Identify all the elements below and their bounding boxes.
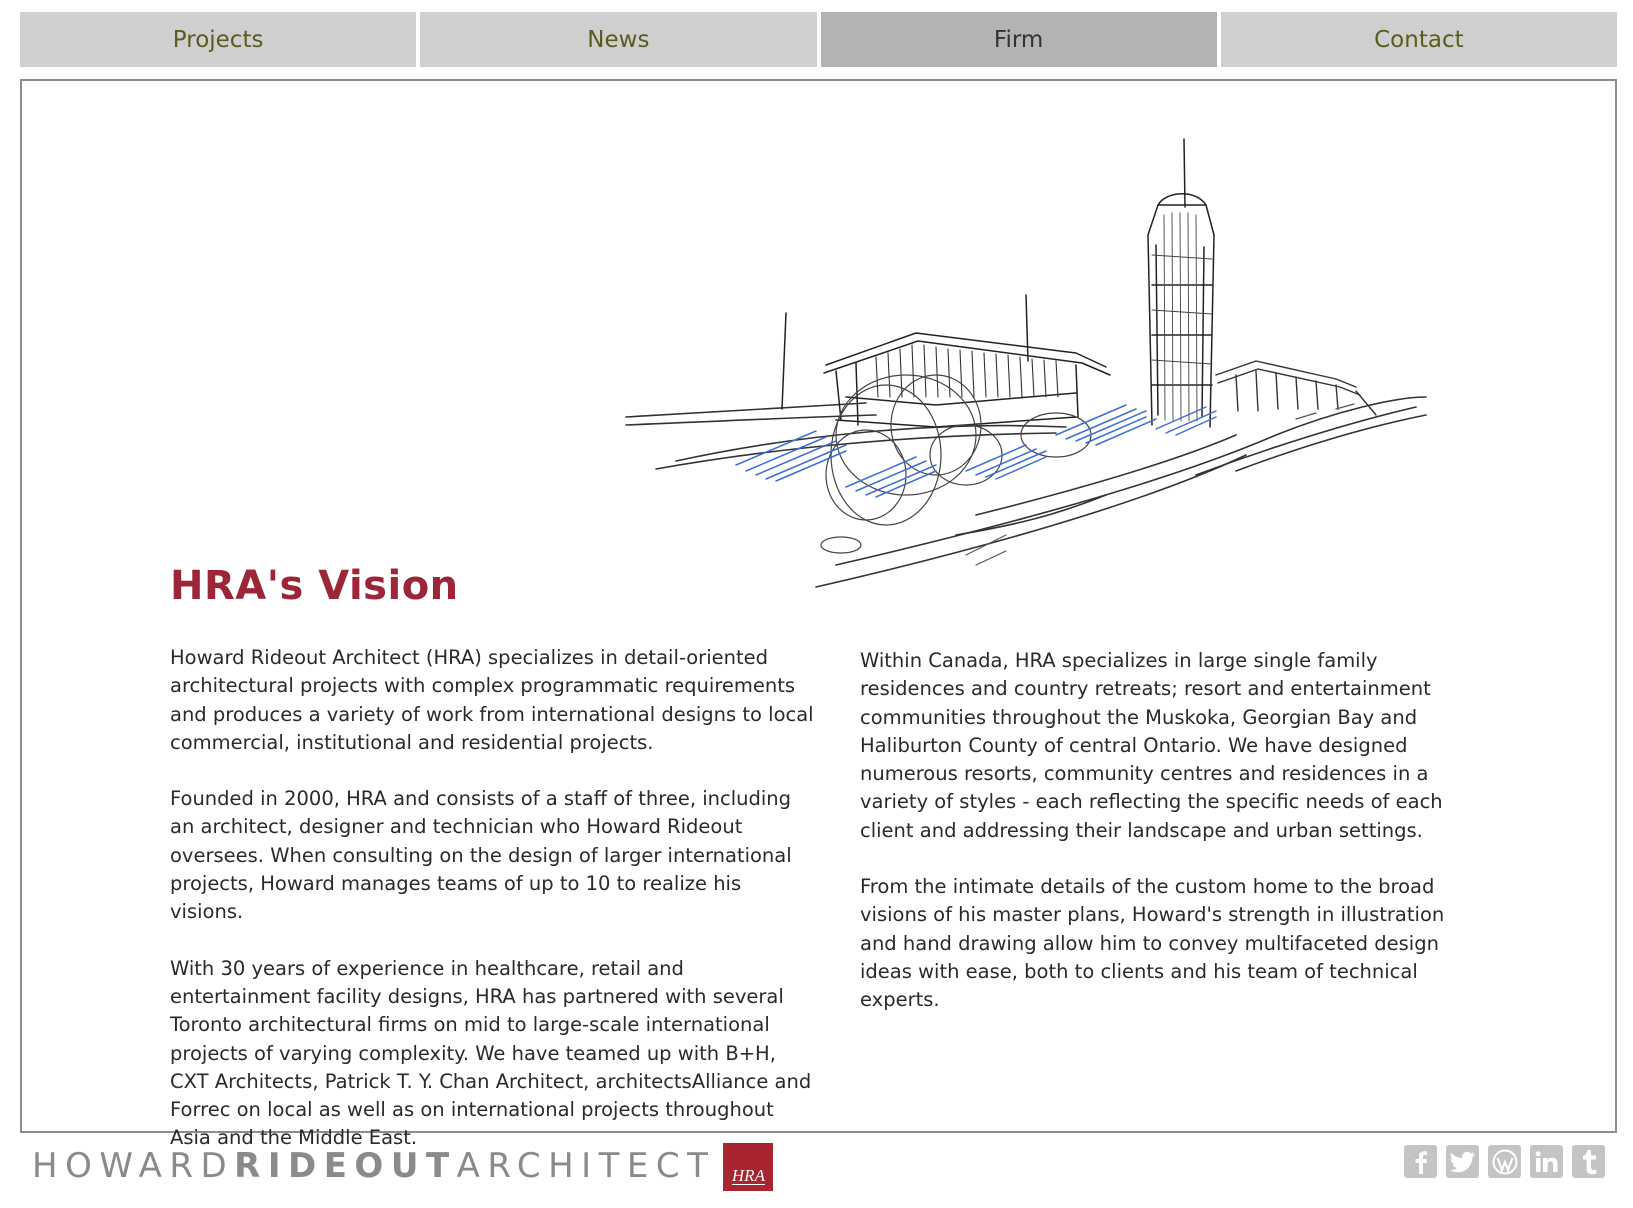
- paragraph: With 30 years of experience in healthcare, retail and entertainment facility designs, HRA has partnered with several Toronto architectural firms on mid to large-scale international projects of varying complexity. We have teamed up with B+H, CXT Architects, Patrick T. Y. Chan Architect, architectsAlliance and Forrec on local as well as on international projects throughout Asia and the Middle East.: [170, 956, 812, 1150]
- wordpress-icon[interactable]: [1488, 1145, 1521, 1178]
- architectural-sketch: [636, 135, 1496, 705]
- facebook-icon[interactable]: [1404, 1145, 1437, 1178]
- twitter-icon[interactable]: [1446, 1145, 1479, 1178]
- content-box: [20, 79, 1617, 1150]
- logo-mark-text: HRA: [731, 1166, 765, 1185]
- paragraph: From the intimate details of the custom home to the broad visions of his master plans, Howard's strength in illustration and hand drawing allow him to convey multifaceted design ideas with ease, both to clients and his team of technical experts.: [860, 875, 1445, 1012]
- hra-logo-mark: [723, 1143, 773, 1191]
- nav-firm[interactable]: Firm: [821, 12, 1217, 67]
- paragraph: Founded in 2000, HRA and consists of a staff of three, including an architect, designer and technician who Howard Rideout oversees. When consulting on the design of larger international projects, Howard manages teams of up to 10 to realize his visions.: [170, 787, 792, 924]
- footer-logo[interactable]: [32, 1143, 773, 1203]
- tumblr-icon[interactable]: [1572, 1145, 1605, 1178]
- logo-word-howard: HOWARD: [32, 1146, 235, 1186]
- left-column: [170, 644, 820, 1181]
- page-title: HRA's Vision: [170, 563, 459, 609]
- logo-word-rideout: RIDEOUT: [234, 1146, 457, 1186]
- logo-word-architect: ARCHITECT: [456, 1146, 716, 1186]
- paragraph: Within Canada, HRA specializes in large single family residences and country retreats; resort and entertainment communities throughout the Muskoka, Georgian Bay and Haliburton County of central Ontario. We have designed numerous resorts, community centres and residences in a variety of styles - each reflecting the specific needs of each client and addressing their landscape and urban settings.: [860, 649, 1443, 842]
- nav-projects[interactable]: Projects: [20, 12, 416, 67]
- linkedin-icon[interactable]: [1530, 1145, 1563, 1178]
- paragraph: Howard Rideout Architect (HRA) specializes in detail-oriented architectural projects with complex programmatic requirements and produces a variety of work from international designs to local commercial, institutional and residential projects.: [170, 646, 814, 754]
- main-nav: [20, 12, 1617, 67]
- logo-wordmark: [32, 1143, 715, 1189]
- right-column: [860, 647, 1480, 1043]
- social-links: [1404, 1145, 1605, 1178]
- nav-news[interactable]: News: [420, 12, 816, 67]
- nav-contact[interactable]: Contact: [1221, 12, 1617, 67]
